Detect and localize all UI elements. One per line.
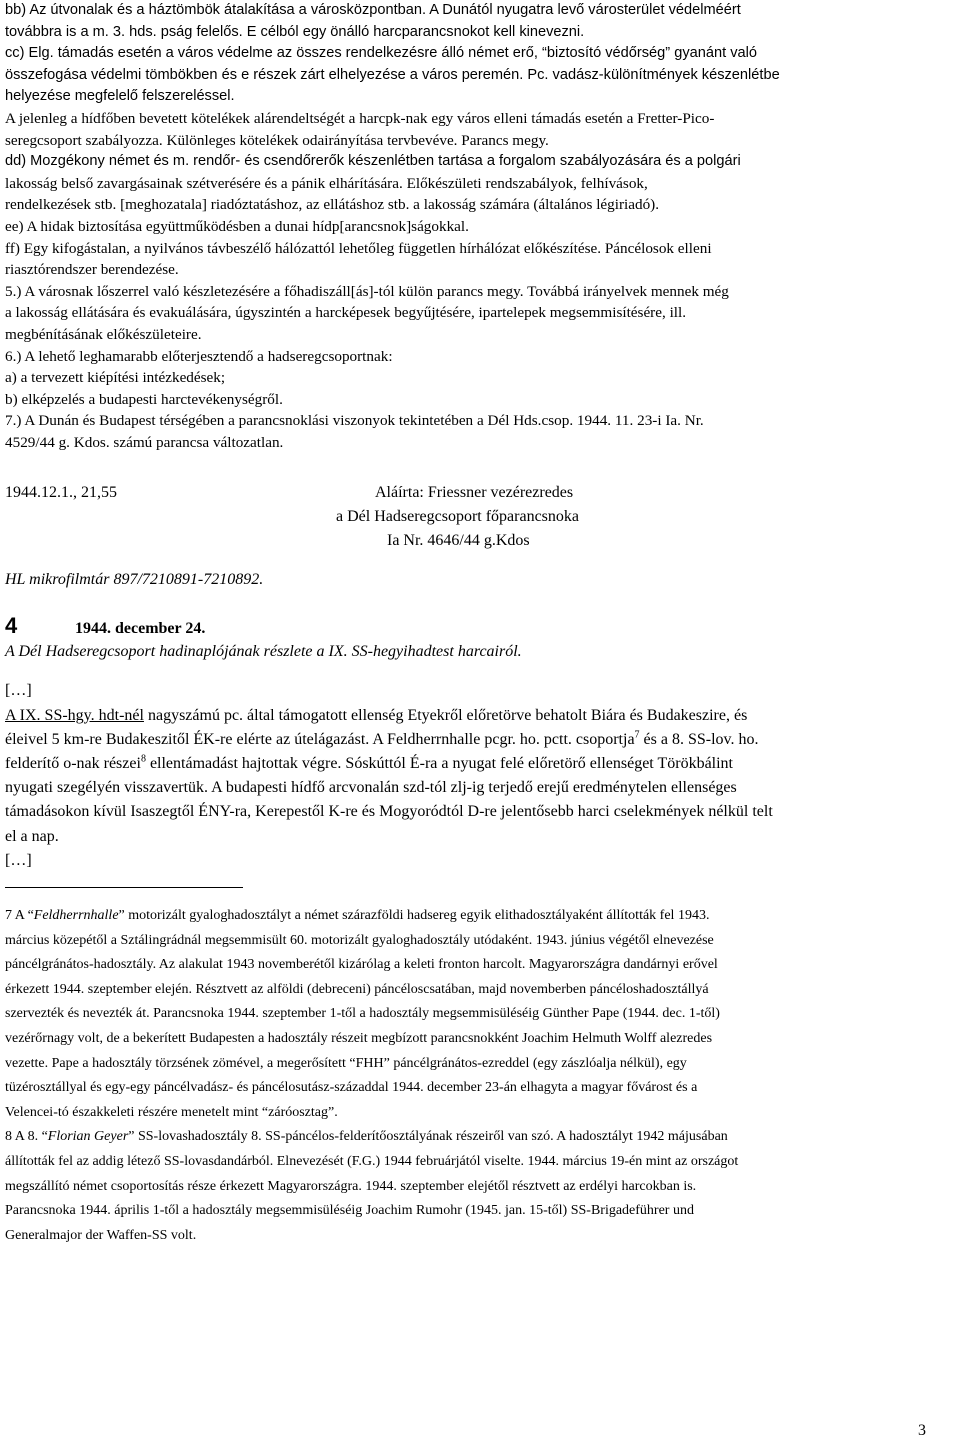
order-p6-line-2: a) a tervezett kiépítési intézkedések; (5, 369, 226, 387)
body-text-3a: felderítő o-nak részei (5, 755, 141, 773)
document-number: 4 (5, 613, 18, 639)
order-bb-line-2: továbbra is a m. 3. hds. pság felelős. E célból egy önálló harcparancsnokot kell kinevezni. (5, 23, 585, 40)
order-bb-line-1: bb) Az útvonalak és a háztömbök átalakítása a városközpontban. A Dunától nyugatra levő városterület védelméért (5, 2, 741, 18)
signature-block (5, 481, 955, 553)
body-line-3 (5, 752, 955, 776)
order-cc-line-2: összefogása védelmi tömbökben és e részek zárt elhelyezése a város peremén. Pc. vadász-különítmények készenlétbe (5, 66, 780, 83)
order-p7-line-1: 7.) A Dunán és Budapest térségében a parancsnoklási viszonyok tekintetében a Dél Hds.csop. 1944. 11. 23-i Ia. Nr. (5, 412, 704, 430)
document-date: 1944. december 24. (75, 620, 206, 638)
ellipsis-open: […] (5, 682, 32, 700)
order-cc-line-1: cc) Elg. támadás esetén a város védelme az összes rendelkezésre álló német erő, “biztosító védőrség” gyanánt való (5, 45, 757, 62)
fn8-prefix: 8 A 8. “ (5, 1129, 48, 1145)
document-header (5, 613, 955, 639)
body-text-1: nagyszámú pc. által támogatott ellenség Etyekről előretörve behatolt Biára és Budakeszire, és (143, 706, 748, 724)
order-ee-line-1: ee) A hidak biztosítása együttműködésben a dunai hídp[arancsnok]ságokkal. (5, 217, 469, 235)
document-page (5, 0, 955, 1248)
footnote-7-marker[interactable]: 7 (634, 729, 640, 741)
fn7-unit-name: Feldherrnhalle (33, 908, 119, 924)
source-reference: HL mikrofilmtár 897/7210891-7210892. (5, 571, 264, 589)
body-text-3b: ellentámadást hajtottak végre. Sóskúttól É-ra a nyugat felé előretörő ellenséget Törökbálint (145, 755, 733, 773)
footnote-7-line-6: vezérőrnagy volt, de a bekerített Budapesten a hadosztály részeit megbízott parancsnokként Joachim Helmuth Wolff alezredes (5, 1031, 713, 1047)
footnote-8-line-3: megszállító német csoportosítás része érkezett Magyarországra. 1944. szeptember elejétől résztvett az erdélyi harcokban is. (5, 1178, 697, 1194)
order-p5-line-1: 5.) A városnak lőszerrel való készletezésére a főhadiszáll[ás]-tól külön parancs megy. Továbbá irányelvek mennek még (5, 282, 729, 300)
body-line-1 (5, 704, 955, 728)
document-body (5, 679, 955, 873)
footnote-8-line-4: Parancsnoka 1944. április 1-től a hadosztály megsemmisüléséig Joachim Rumohr (1945. jan. 15-től) SS-Brigadeführer und (5, 1203, 694, 1219)
footnote-7-line-8: tüzérosztállyal és egy-egy páncélvadász- és páncélosutász-századdal 1944. december 23-án elhagyta a magyar fővárost és a (5, 1080, 698, 1096)
footnote-8-line-5: Generalmajor der Waffen-SS volt. (5, 1227, 197, 1243)
fn7-prefix: 7 A “ (5, 908, 34, 924)
order-dd-line-1: dd) Mozgékony német és m. rendőr- és csendőrerők készenlétben tartása a forgalom szabályozására és a polgári (5, 153, 741, 170)
body-line-4: nyugati szegélyén visszavertük. A budapesti hídfő arcvonalán szd-tól zlj-ig terjedő erejű eredménytelen ellenséges (5, 779, 737, 797)
ellipsis-close: […] (5, 851, 32, 869)
footnote-7-line-5: szervezték és nevezték át. Parancsnoka 1944. szeptember 1-től a hadosztály megsemmisüléséig Günther Pape (1944. dec. 1-től) (5, 1006, 720, 1022)
fn8-unit-name: Florian Geyer (47, 1129, 129, 1145)
footnote-7-line-7: vezette. Pape a hadosztály törzsének zömével, a megerősített “FHH” páncélgránátos-ezreddel (egy zászlóalja nélkül), egy (5, 1055, 687, 1071)
order-jel-line-1: A jelenleg a hídfőben bevetett kötelékek alárendeltségét a harcpk-nak egy város elleni támadás esetén a Fretter-Pico- (5, 109, 715, 127)
orders-section (5, 0, 955, 453)
footnote-7-line-3: páncélgránátos-hadosztály. Az alakulat 1943 novemberétől kizárólag a keleti fronton harcolt. Magyarországra dandárnyi erővel (5, 957, 718, 973)
order-p6-line-1: 6.) A lehető leghamarabb előterjesztendő a hadseregcsoportnak: (5, 347, 393, 365)
order-p6-line-3: b) elképzelés a budapesti harctevékenységről. (5, 390, 283, 408)
body-text-2a: éleivel 5 km-re Budakeszitől ÉK-re elérte az útelágazást. A Feldherrnhalle pcgr. ho. pctt. csoportja (5, 730, 635, 748)
order-ff-line-2: riasztórendszer berendezése. (5, 261, 179, 279)
signature-line-2: a Dél Hadseregcsoport főparancsnoka (336, 508, 580, 526)
signature-date: 1944.12.1., 21,55 (5, 484, 117, 502)
order-dd-line-3: rendelkezések stb. [meghozatala] riadóztatáshoz, az ellátáshoz stb. a lakosság számára (általános légiriadó). (5, 196, 660, 214)
signature-line-1: Aláírta: Friessner vezérezredes (375, 484, 574, 502)
order-ff-line-1: ff) Egy kifogástalan, a nyilvános távbeszélő hálózattól lehetőleg független hírhálózat előkészítése. Páncélosok elleni (5, 239, 712, 257)
footnotes (5, 904, 955, 1248)
order-dd-line-2: lakosság belső zavargásainak szétverésére és a pánik elhárítására. Előkészületi rendszabályok, felhívások, (5, 174, 648, 192)
footnote-8-line-2: állították fel az addig létező SS-lovasdandárból. Elnevezését (F.G.) 1944 februárjától viselte. 1944. március 19-én mint az országot (5, 1154, 739, 1170)
body-text-2b: és a 8. SS-lov. ho. (639, 730, 759, 748)
footnote-7-line-9: Velencei-tó északkeleti részére menetelt mint “záróosztag”. (5, 1104, 338, 1120)
order-jel-line-2: seregcsoport szabályozza. Különleges kötelékek odairányítása tervbevéve. Parancs megy. (5, 131, 549, 149)
body-line-6: el a nap. (5, 827, 59, 845)
footnote-8-marker[interactable]: 8 (140, 753, 146, 765)
body-line-5: támadásokon kívül Isaszegtől ÉNY-ra, Kerepestől K-re és Mogyoródtól D-re jelentősebb harci cselekmények nélkül telt (5, 803, 773, 821)
order-p7-line-2: 4529/44 g. Kdos. számú parancsa változatlan. (5, 433, 284, 451)
document-title: A Dél Hadseregcsoport hadinaplójának részlete a IX. SS-hegyihadtest harcairól. (5, 643, 522, 661)
page-number: 3 (918, 1422, 926, 1439)
corps-link[interactable]: A IX. SS-hgy. hdt-nél (5, 706, 144, 724)
fn8-text: ” SS-lovashadosztály 8. SS-páncélos-felderítőosztályának részeiről van szó. A hadosztályt 1942 májusában (128, 1129, 728, 1145)
order-p5-line-3: megbénításának előkészületeire. (5, 325, 202, 343)
signature-line-3: Ia Nr. 4646/44 g.Kdos (387, 532, 530, 550)
footnote-8-line-1 (5, 1125, 955, 1150)
footnote-7-line-2: március közepétől a Sztálingrádnál megsemmisült 60. motorizált gyaloghadosztály utódaként. 1943. június végétől elnevezése (5, 932, 714, 948)
order-cc-line-3: helyezése megfelelő felszereléssel. (5, 88, 235, 105)
body-line-2 (5, 728, 955, 752)
footnote-7-line-4: érkezett 1944. szeptember elején. Résztvett az alföldi (debreceni) páncéloscsatában, majd novemberben páncéloshadosztállyá (5, 981, 709, 997)
footnote-divider (5, 887, 243, 888)
footnote-7-line-1 (5, 904, 955, 929)
fn7-text: ” motorizált gyaloghadosztályt a német szárazföldi hadsereg egyik elithadosztályaként állították fel 1943. (118, 908, 710, 924)
order-p5-line-2: a lakosság ellátására és evakuálására, úgyszintén a harcképesek begyűjtésére, ipartelepek megsemmisítésére, ill. (5, 304, 687, 322)
